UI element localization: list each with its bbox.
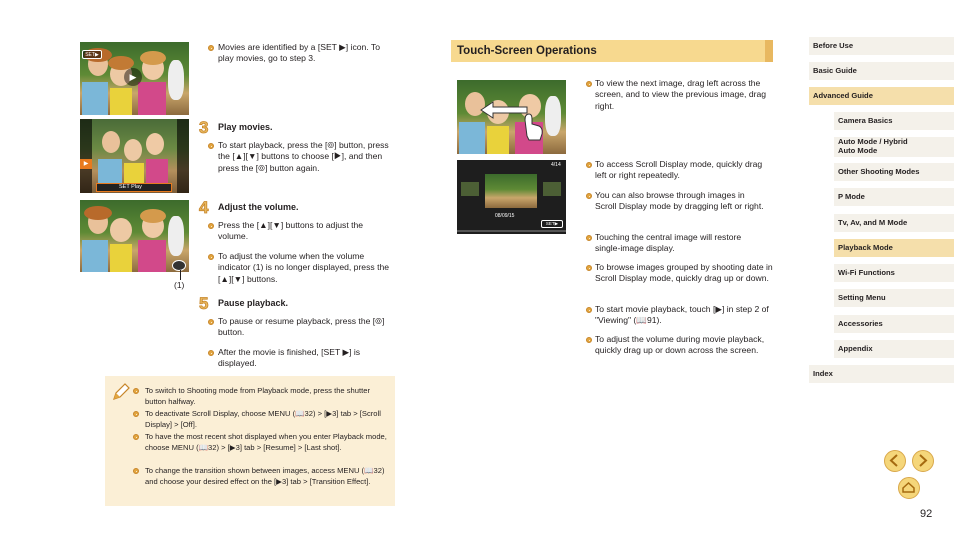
set-play-icon: SET▶ [82, 50, 102, 59]
volume-adjust-screen [80, 200, 189, 272]
home-button[interactable] [898, 477, 920, 499]
nav-tv-av-m-mode[interactable]: Tv, Av, and M Mode [834, 214, 954, 232]
nav-before-use[interactable]: Before Use [809, 37, 954, 55]
next-page-button[interactable] [912, 450, 934, 472]
step-3-text: To start playback, press the [⦾] button, press the [▲][▼] buttons to choose [▶], and then press the [⦾] button again. [218, 140, 389, 173]
tip-1: To switch to Shooting mode from Playback mode, press the shutter button halfway. [145, 386, 370, 407]
play-overlay-icon: ▶ [124, 68, 142, 86]
nav-basic-guide[interactable]: Basic Guide [809, 62, 954, 80]
playback-menu-screen: ▶ SET Play [80, 119, 189, 193]
home-icon [899, 478, 918, 497]
step-4-title: Adjust the volume. [218, 202, 299, 212]
nav-setting-menu[interactable]: Setting Menu [834, 289, 954, 307]
step-4-text-1: Press the [▲][▼] buttons to adjust the volume. [218, 220, 364, 242]
touch-text-2: To access Scroll Display mode, quickly drag left or right repeatedly. [595, 159, 763, 181]
touch-text-7: To adjust the volume during movie playback, quickly drag up or down across the screen. [595, 334, 765, 356]
finger-touch-icon [519, 106, 545, 142]
nav-appendix[interactable]: Appendix [834, 340, 954, 358]
touch-text-5: To browse images grouped by shooting date in Scroll Display mode, quickly drag up or down. [595, 262, 773, 284]
step-4-text-2: To adjust the volume when the volume indicator (1) is no longer displayed, press the [▲][▼] buttons. [218, 251, 390, 284]
pencil-icon [111, 382, 131, 402]
step-3-number: 3 [199, 118, 209, 137]
step-5-title: Pause playback. [218, 298, 289, 308]
nav-advanced-guide[interactable]: Advanced Guide [809, 87, 954, 105]
nav-auto-mode[interactable]: Auto Mode / Hybrid Auto Mode [838, 137, 908, 155]
section-heading-text: Touch-Screen Operations [457, 45, 597, 57]
nav-accessories[interactable]: Accessories [834, 315, 954, 333]
swipe-demo-photo [457, 80, 566, 154]
step-3-title: Play movies. [218, 122, 273, 132]
step-4-number: 4 [199, 198, 209, 217]
tip-box [105, 376, 395, 506]
nav-wifi-functions[interactable]: Wi-Fi Functions [834, 264, 954, 282]
touch-text-6: To start movie playback, touch [▶] in step 2 of "Viewing" (📖91). [595, 304, 769, 326]
step-5-text-1: To pause or resume playback, press the [⦾] button. [218, 316, 385, 338]
tip-4: To change the transition shown between images, access MENU (📖32) and choose your desired effect on the [▶3] tab > [Transition Effect]. [145, 466, 385, 487]
touch-text-3: You can also browse through images in Scroll Display mode by dragging left or right. [595, 190, 764, 212]
nav-other-shooting-modes[interactable]: Other Shooting Modes [834, 163, 954, 181]
chevron-right-icon [913, 451, 932, 470]
callout-1: (1) [174, 280, 185, 290]
volume-indicator-icon [172, 260, 186, 271]
step-5-text-2: After the movie is finished, [SET ▶] is displayed. [218, 347, 361, 369]
section-heading [451, 40, 773, 62]
scroll-date: 08/09/15 [495, 213, 515, 219]
touch-text-1: To view the next image, drag left across the screen, and to view the previous image, drag right. [595, 78, 767, 111]
nav-p-mode[interactable]: P Mode [834, 188, 954, 206]
movie-thumbnail-photo [80, 42, 189, 115]
nav-playback-mode[interactable]: Playback Mode [834, 239, 954, 257]
chevron-left-icon [885, 451, 904, 470]
step-5-number: 5 [199, 294, 209, 313]
tip-2: To deactivate Scroll Display, choose MENU (📖32) > [▶3] tab > [Scroll Display] > [Off]. [145, 409, 381, 430]
nav-camera-basics[interactable]: Camera Basics [834, 112, 954, 130]
intro-text: Movies are identified by a [SET ▶] icon. To play movies, go to step 3. [218, 42, 381, 64]
prev-page-button[interactable] [884, 450, 906, 472]
page-number: 92 [920, 508, 933, 520]
nav-index[interactable]: Index [809, 365, 954, 383]
scroll-counter: 4/14 [551, 162, 561, 168]
touch-text-4: Touching the central image will restore single-image display. [595, 232, 742, 254]
play-label: SET Play [96, 183, 172, 192]
tip-3: To have the most recent shot displayed when you enter Playback mode, choose MENU (📖32) > [▶3] tab > [Resume] > [Last shot]. [145, 432, 387, 453]
scroll-display-screen: 4/14 08/09/15 SET▶ [457, 160, 566, 234]
